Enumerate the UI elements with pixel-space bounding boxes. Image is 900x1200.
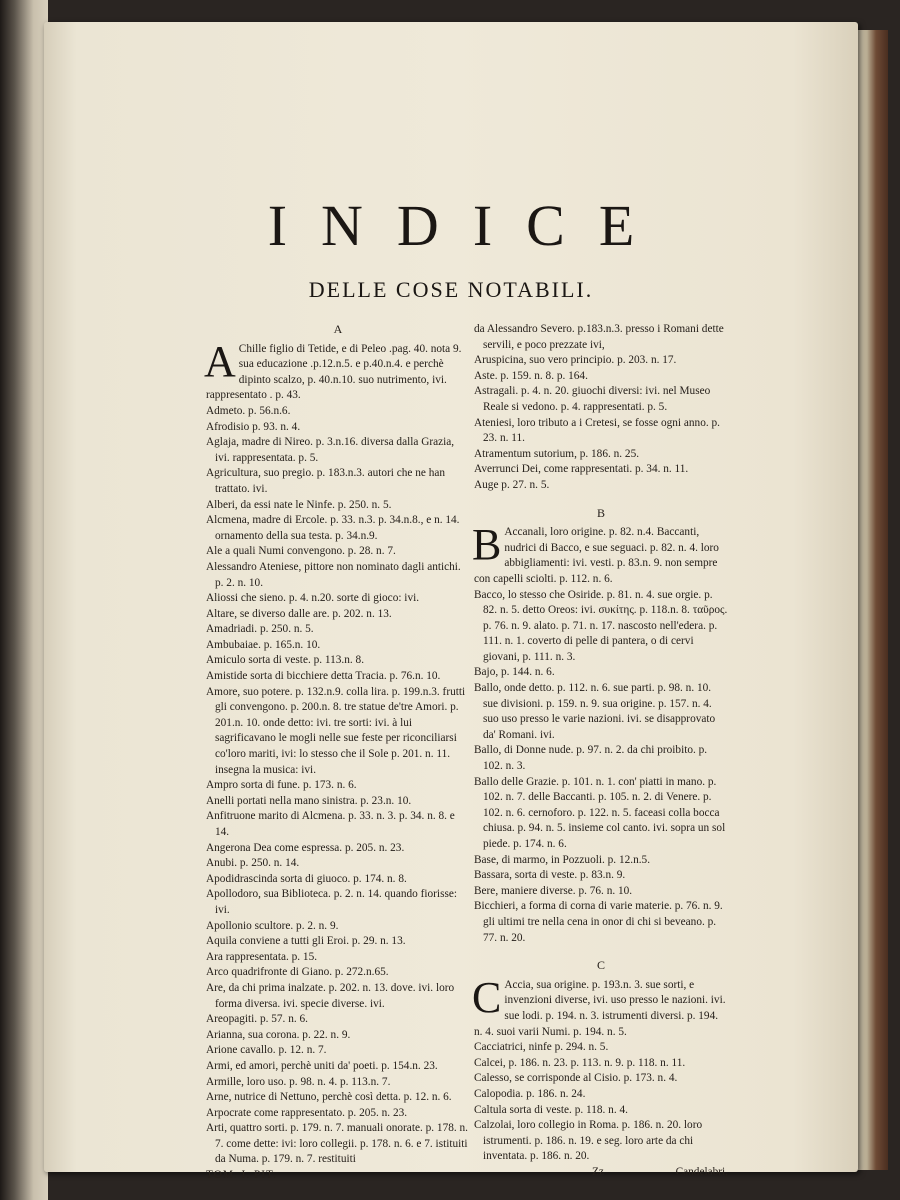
section-letter-a: A [333,322,343,336]
index-entry: Amistide sorta di bicchiere detta Tracia. p. 76.n. 10. [206,670,441,683]
index-entry: Bere, maniere diverse. p. 76. n. 10. [474,884,633,897]
drop-cap: A [204,336,236,386]
index-entry: Bicchieri, a forma di corna di varie materie. p. 76. n. 9. gli ultimi tre nella cena in onor di chi si beveano. p. 77. n. 20. [474,900,723,944]
index-entry: Bacco, lo stesso che Osiride. p. 81. n. 4. sue orgie. p. 82. n. 5. detto Oreos: ivi. συκίτης. p. 118.n. 8. ταῦρος. p. 76. n. 9. alato. p. 71. n. 17. nascosto nell'edera. p. 111. n. 1. coverto di pelle di pantera, o di cervi giovani, p. 111. n. 3. [474,588,728,663]
index-entry: Ambubaiae. p. 165.n. 10. [206,638,321,651]
index-entry: Ballo delle Grazie. p. 101. n. 1. con' piatti in mano. p. 102. n. 7. delle Baccanti. p. 105. n. 2. di Venere. p. 102. n. 6. cernoforo. p. 122. n. 5. faceasi colla bocca chiusa. p. 94. n. 5. insieme col canto. ivi. sopra un sol piede. p. 174. n. 6. [474,775,726,850]
catchword: Candelabri, [675,1165,728,1178]
index-entry: Amore, suo potere. p. 132.n.9. colla lira. p. 199.n.3. frutti gli convengono. p. 200.n. 8. tre statue de'tre Amori. p. 201.n. 10. onde detto: ivi. tre sorti: ivi. à lui sagrificavano le mogli nelle sue feste per riconciliarsi co'loro mariti, ivi: lo stesso che il Sole p. 201. n. 11. insegna la musica: ivi. [206,685,466,776]
index-entry: Ale a quali Numi convengono. p. 28. n. 7. [206,545,396,558]
index-entry: Agricultura, suo pregio. p. 183.n.3. autori che ne han trattato. ivi. [206,467,446,495]
running-head: TOM. I. PIT. [206,1169,277,1182]
index-entry: Cacciatrici, ninfe p. 294. n. 5. [474,1041,609,1054]
index-entry: Calopodia. p. 186. n. 24. [474,1087,586,1100]
index-entry: Averrunci Dei, come rappresentati. p. 34. n. 11. [474,463,689,476]
section-letter-b: B [596,505,605,520]
index-entry: Arpocrate come rappresentato. p. 205. n. 23. [206,1106,408,1119]
index-entry: Armi, ed amori, perchè uniti da' poeti. p. 154.n. 23. [206,1059,438,1072]
index-entry: Amadriadi. p. 250. n. 5. [206,623,314,636]
index-entry: Alcmena, madre di Ercole. p. 33. n.3. p. 34.n.8., e n. 14. ornamento della sua testa. p. 34.n.9. [206,514,460,542]
index-entry: Arco quadrifronte di Giano. p. 272.n.65. [206,966,389,979]
index-entry-caccia [472,972,728,1040]
index-entry-achille [204,336,470,404]
index-entry-baccanali [472,520,728,587]
index-entry: da Alessandro Severo. p.183.n.3. presso i Romani dette servili, e poco prezzate ivi, [474,323,724,351]
index-entry: Anelli portati nella mano sinistra. p. 23.n. 10. [206,794,412,807]
index-entry: Armille, loro uso. p. 98. n. 4. p. 113.n. 7. [206,1075,391,1088]
index-entry: Calzolai, loro collegio in Roma. p. 186. n. 20. loro istrumenti. p. 186. n. 19. e seg. loro arte da chi inventata. p. 186. n. 20. [474,1119,703,1163]
index-entry: Alberi, da essi nate le Ninfe. p. 250. n. 5. [206,498,392,511]
index-entry: Atramentum sutorium, p. 186. n. 25. [474,447,640,460]
index-entry: Astragali. p. 4. n. 20. giuochi diversi: ivi. nel Museo Reale si vedono. p. 4. rappresentati. p. 5. [474,385,711,413]
index-entry: Angerona Dea come espressa. p. 205. n. 23. [206,841,405,854]
drop-cap: C [472,972,502,1022]
index-entry: Apodidrascinda sorta di giuoco. p. 174. n. 8. [206,872,407,885]
index-entry: Ampro sorta di fune. p. 173. n. 6. [206,779,357,792]
drop-cap: B [472,520,502,570]
left-page-edge [0,0,48,1200]
index-entry: Aliossi che sieno. p. 4. n.20. sorte di gioco: ivi. [206,592,420,605]
index-entry: Ballo, di Donne nude. p. 97. n. 2. da chi proibito. p. 102. n. 3. [474,744,708,773]
page-subtitle: DELLE COSE NOTABILI. [308,277,594,302]
index-entry: Aquila conviene a tutti gli Eroi. p. 29. n. 13. [206,935,406,948]
book-page [44,22,858,1182]
index-entry: Aglaja, madre di Nireo. p. 3.n.16. diversa dalla Grazia, ivi. rappresentata. p. 5. [206,436,455,464]
page-title: INDICE [267,193,669,258]
index-entry: Aruspicina, suo vero principio. p. 203. n. 17. [474,354,677,367]
page-footer [474,1165,728,1183]
index-entry: Alessandro Ateniese, pittore non nominato dagli antichi. p. 2. n. 10. [206,560,461,589]
index-entry: Anubi. p. 250. n. 14. [206,857,300,870]
index-entry: Are, da chi prima inalzate. p. 202. n. 13. dove. ivi. loro forma diversa. ivi. specie diverse. ivi. [206,981,455,1010]
book-fore-edge [858,30,888,1170]
index-entry: Anfitruone marito di Alcmena. p. 33. n. 3. p. 34. n. 8. e 14. [206,810,455,838]
index-entry: Apollodoro, sua Biblioteca. p. 2. n. 14. quando fiorisse: ivi. [206,888,458,916]
index-entry: Areopagiti. p. 57. n. 6. [206,1013,308,1026]
index-entry: Calcei, p. 186. n. 23. p. 113. n. 9. p. 118. n. 11. [474,1056,686,1069]
section-letter-c: C [596,958,605,973]
entry-list-a [206,404,470,1168]
index-entry: Aste. p. 159. n. 8. p. 164. [474,369,588,382]
index-entry: Amiculo sorta di veste. p. 113.n. 8. [206,654,365,667]
index-entry: Bajo, p. 144. n. 6. [474,666,555,679]
index-column-left [206,322,470,1184]
entry-list-b [474,588,728,947]
index-entry: Auge p. 27. n. 5. [474,478,550,491]
index-entry: Afrodisio p. 93. n. 4. [206,420,301,433]
index-entry: Arti, quattro sorti. p. 179. n. 7. manuali onorate. p. 178. n. 7. come dette: ivi: loro collegii. p. 178. n. 6. e 7. istituiti da Numa. p. 179. n. 7. restituiti [206,1122,468,1166]
entry-text: Chille figlio di Tetide, e di Peleo .pag. 40. nota 9. sua educazione .p.12.n.5. e p.40.n.4. e perchè dipinto scalzo, p. 40.n.10. suo nutrimento, ivi. rappresentato . p. 43. [206,342,462,402]
index-entry: Arne, nutrice di Nettuno, perchè così detta. p. 12. n. 6. [206,1091,452,1104]
index-entry: Base, di marmo, in Pozzuoli. p. 12.n.5. [474,853,651,866]
index-entry: Ballo, onde detto. p. 112. n. 6. sue parti. p. 98. n. 10. sue divisioni. p. 159. n. 9. sua origine. p. 157. n. 4. suo uso presso le varie nazioni. ivi. se disapprovato da' Romani. ivi. [474,682,716,741]
entry-text: Accanali, loro origine. p. 82. n.4. Baccanti, nudrici di Bacco, e sue seguaci. p. 82. n. 4. loro abbigliamenti: ivi. vesti. p. 83.n. 9. non sempre con capelli sciolti. p. 112. n. 6. [474,526,719,585]
index-entry: Ateniesi, loro tributo a i Cretesi, se fosse ogni anno. p. 23. n. 11. [474,416,720,445]
entry-list-c [474,1040,728,1165]
index-entry: Arione cavallo. p. 12. n. 7. [206,1044,327,1057]
index-entry: Bassara, sorta di veste. p. 83.n. 9. [474,869,626,882]
index-entry: Admeto. p. 56.n.6. [206,404,291,417]
index-column-right [474,322,728,1183]
index-entry: Altare, se diverso dalle are. p. 202. n. 13. [206,607,392,620]
index-entry: Ara rappresentata. p. 15. [206,950,318,963]
index-entry: Apollonio scultore. p. 2. n. 9. [206,919,339,932]
index-entry: Caltula sorta di veste. p. 118. n. 4. [474,1103,628,1116]
index-entry: Calesso, se corrisponde al Cisio. p. 173. n. 4. [474,1072,678,1085]
signature-mark: Zz [592,1165,604,1178]
entry-list-continued [474,322,728,494]
index-entry: Arianna, sua corona. p. 22. n. 9. [206,1028,351,1041]
entry-text: Accia, sua origine. p. 193.n. 3. sue sorti, e invenzioni diverse, ivi. uso presso le nazioni. ivi. sue lodi. p. 194. n. 3. istrumenti diversi. p. 194. n. 4. suoi varii Numi. p. 194. n. 5. [474,978,726,1038]
